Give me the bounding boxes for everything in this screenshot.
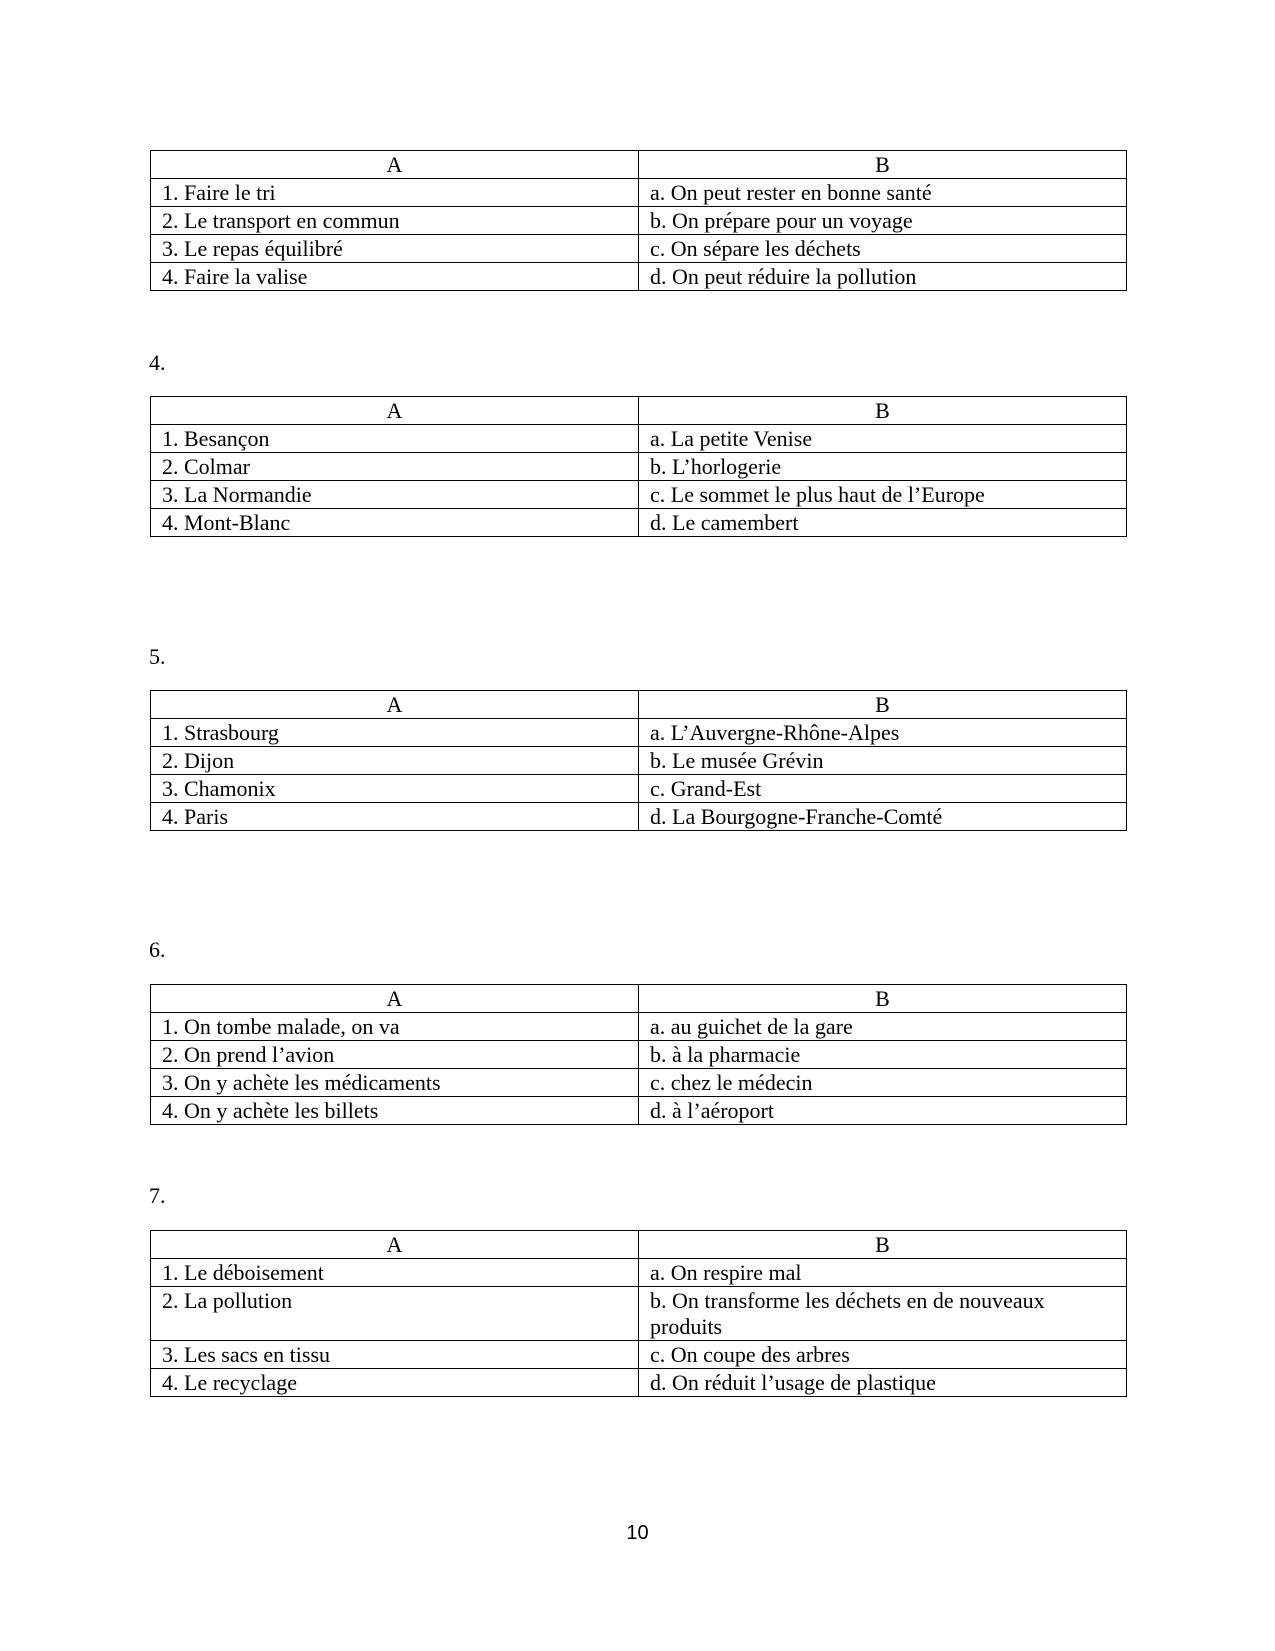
column-b-cell: d. On peut réduire la pollution <box>639 263 1127 291</box>
section-number-5: 5. <box>149 644 166 669</box>
column-a-cell: 3. Les sacs en tissu <box>151 1341 639 1369</box>
table-row <box>151 425 1127 453</box>
matching-table-5 <box>150 690 1127 831</box>
column-a-cell: 1. Strasbourg <box>151 719 639 747</box>
column-a-cell: 3. Le repas équilibré <box>151 235 639 263</box>
table-row <box>151 481 1127 509</box>
column-a-cell: 4. On y achète les billets <box>151 1097 639 1125</box>
column-a-header: A <box>151 1231 639 1259</box>
table-row <box>151 1069 1127 1097</box>
column-a-cell: 2. Le transport en commun <box>151 207 639 235</box>
column-b-cell: b. L’horlogerie <box>639 453 1127 481</box>
column-b-header: B <box>639 691 1127 719</box>
table-header-row <box>151 397 1127 425</box>
table-row <box>151 179 1127 207</box>
column-a-cell: 4. Faire la valise <box>151 263 639 291</box>
column-b-header: B <box>639 1231 1127 1259</box>
section-number-4: 4. <box>149 350 166 375</box>
table-row <box>151 235 1127 263</box>
column-b-cell: a. On respire mal <box>639 1259 1127 1287</box>
matching-table-3 <box>150 150 1127 291</box>
column-b-cell: a. La petite Venise <box>639 425 1127 453</box>
table-row <box>151 1041 1127 1069</box>
column-a-cell: 1. Le déboisement <box>151 1259 639 1287</box>
column-a-header: A <box>151 151 639 179</box>
column-b-cell: a. au guichet de la gare <box>639 1013 1127 1041</box>
column-a-cell: 1. Faire le tri <box>151 179 639 207</box>
table-row <box>151 1287 1127 1341</box>
column-b-header: B <box>639 397 1127 425</box>
table-row <box>151 747 1127 775</box>
column-a-cell: 3. Chamonix <box>151 775 639 803</box>
column-b-cell: c. On coupe des arbres <box>639 1341 1127 1369</box>
column-a-cell: 2. On prend l’avion <box>151 1041 639 1069</box>
column-a-cell: 2. La pollution <box>151 1287 639 1341</box>
column-b-cell: b. Le musée Grévin <box>639 747 1127 775</box>
matching-table-7 <box>150 1230 1127 1397</box>
table-row <box>151 1259 1127 1287</box>
table-row <box>151 1341 1127 1369</box>
column-b-header: B <box>639 151 1127 179</box>
column-b-cell: b. On prépare pour un voyage <box>639 207 1127 235</box>
table-row <box>151 775 1127 803</box>
column-b-cell: d. Le camembert <box>639 509 1127 537</box>
column-b-cell: c. Grand-Est <box>639 775 1127 803</box>
column-a-cell: 4. Paris <box>151 803 639 831</box>
table-header-row <box>151 151 1127 179</box>
column-b-cell: c. On sépare les déchets <box>639 235 1127 263</box>
column-a-cell: 4. Le recyclage <box>151 1369 639 1397</box>
column-a-header: A <box>151 397 639 425</box>
column-a-cell: 2. Dijon <box>151 747 639 775</box>
section-number-6: 6. <box>149 937 166 962</box>
column-b-cell: a. On peut rester en bonne santé <box>639 179 1127 207</box>
column-a-cell: 1. Besançon <box>151 425 639 453</box>
page-number: 10 <box>626 1522 649 1544</box>
table-header-row <box>151 1231 1127 1259</box>
column-b-cell: d. La Bourgogne-Franche-Comté <box>639 803 1127 831</box>
table-row <box>151 509 1127 537</box>
column-a-cell: 1. On tombe malade, on va <box>151 1013 639 1041</box>
column-a-cell: 3. On y achète les médicaments <box>151 1069 639 1097</box>
table-header-row <box>151 691 1127 719</box>
column-a-cell: 2. Colmar <box>151 453 639 481</box>
column-a-cell: 4. Mont-Blanc <box>151 509 639 537</box>
table-row <box>151 453 1127 481</box>
table-row <box>151 1013 1127 1041</box>
table-row <box>151 719 1127 747</box>
column-b-cell: b. On transforme les déchets en de nouveaux produits <box>639 1287 1127 1341</box>
matching-table-4 <box>150 396 1127 537</box>
table-row <box>151 263 1127 291</box>
table-row <box>151 1097 1127 1125</box>
column-b-cell: c. chez le médecin <box>639 1069 1127 1097</box>
column-a-cell: 3. La Normandie <box>151 481 639 509</box>
column-b-cell: d. à l’aéroport <box>639 1097 1127 1125</box>
table-row <box>151 803 1127 831</box>
column-a-header: A <box>151 985 639 1013</box>
matching-table-6 <box>150 984 1127 1125</box>
column-b-header: B <box>639 985 1127 1013</box>
column-b-cell: b. à la pharmacie <box>639 1041 1127 1069</box>
column-b-cell: a. L’Auvergne-Rhône-Alpes <box>639 719 1127 747</box>
column-b-cell: c. Le sommet le plus haut de l’Europe <box>639 481 1127 509</box>
table-header-row <box>151 985 1127 1013</box>
column-b-cell: d. On réduit l’usage de plastique <box>639 1369 1127 1397</box>
column-a-header: A <box>151 691 639 719</box>
table-row <box>151 1369 1127 1397</box>
table-row <box>151 207 1127 235</box>
section-number-7: 7. <box>149 1183 166 1208</box>
